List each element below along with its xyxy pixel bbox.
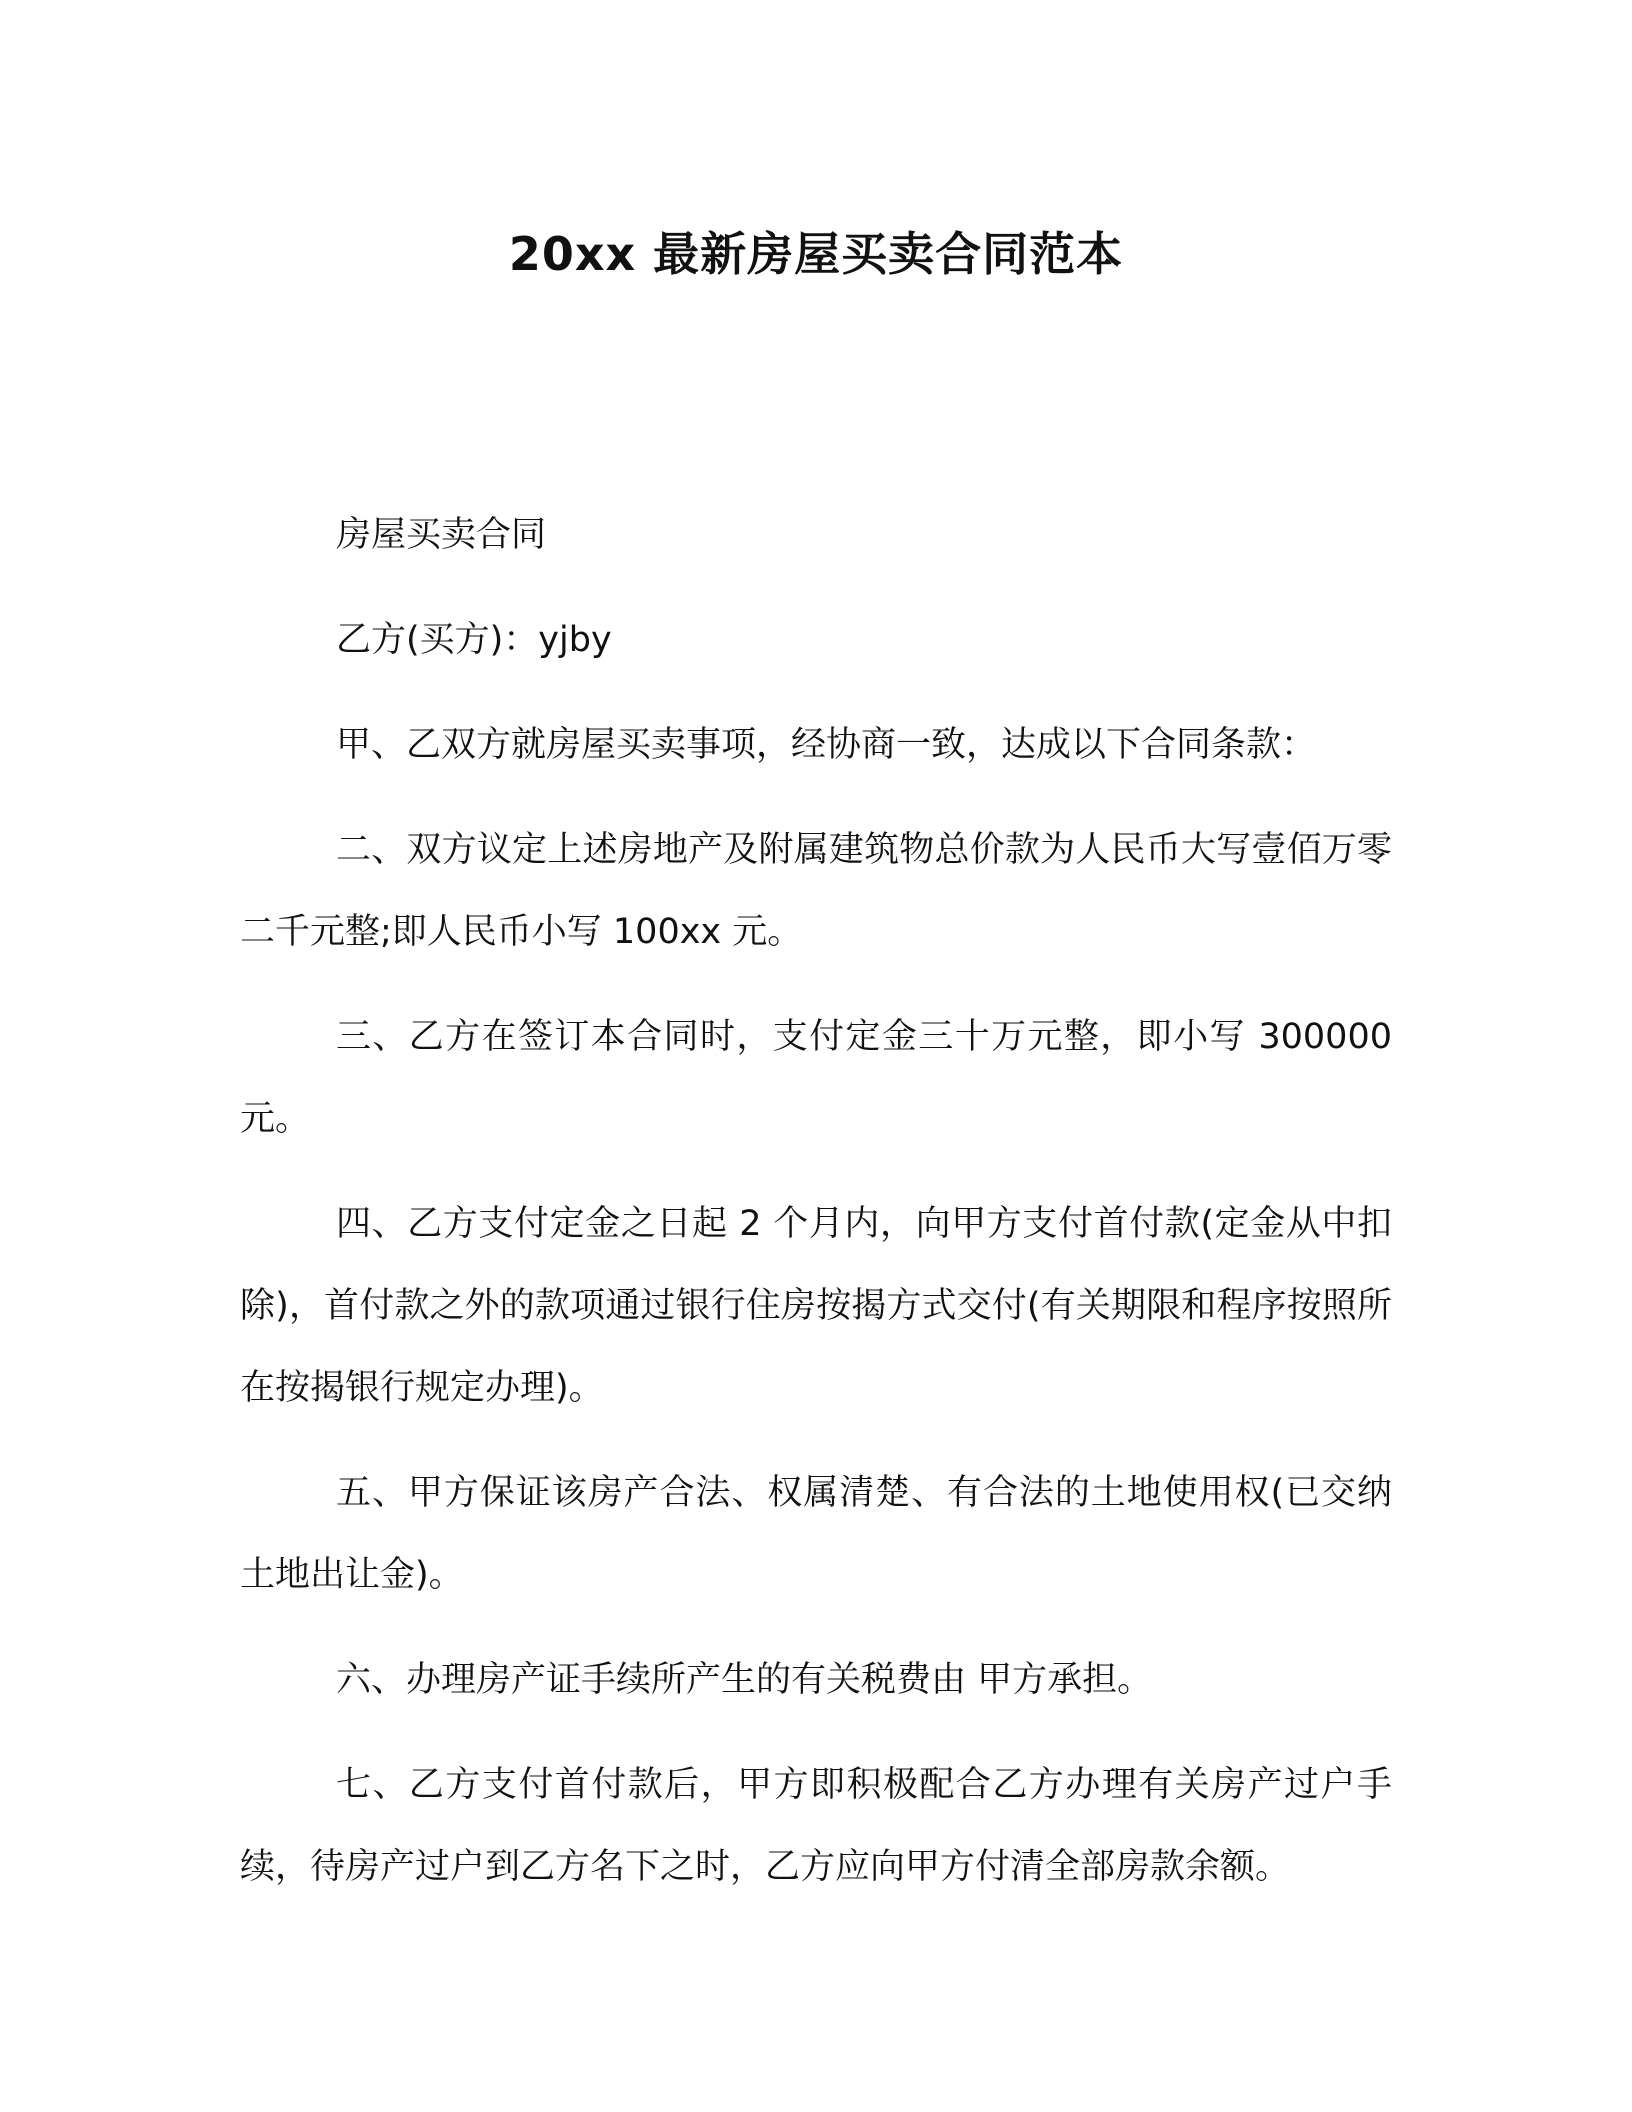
paragraph-contract-heading: 房屋买卖合同 [336,515,547,555]
document-body [240,494,1392,1931]
paragraph-clause-6: 六、办理房产证手续所产生的有关税费由 甲方承担。 [336,1660,1153,1700]
paragraph-party-b: 乙方(买方)：yjby [336,620,612,660]
paragraph-clause-4: 四、乙方支付定金之日起 2 个月内，向甲方支付首付款(定金从中扣除)，首付款之外的款项通过银行住房按揭方式交付(有关期限和程序按照所在按揭银行规定办理)。 [240,1204,1392,1408]
paragraph-clause-7: 七、乙方支付首付款后，甲方即积极配合乙方办理有关房产过户手续，待房产过户到乙方名下之时，乙方应向甲方付清全部房款余额。 [240,1765,1392,1887]
paragraph-clause-2: 二、双方议定上述房地产及附属建筑物总价款为人民币大写壹佰万零二千元整;即人民币小写 100xx 元。 [240,830,1392,952]
document-title: 20xx 最新房屋买卖合同范本 [508,227,1124,281]
paragraph-agreement-intro: 甲、乙双方就房屋买卖事项，经协商一致，达成以下合同条款： [336,725,1317,765]
paragraph-clause-5: 五、甲方保证该房产合法、权属清楚、有合法的土地使用权(已交纳土地出让金)。 [240,1473,1392,1595]
paragraph-clause-3: 三、乙方在签订本合同时，支付定金三十万元整，即小写 300000 元。 [240,1017,1392,1139]
